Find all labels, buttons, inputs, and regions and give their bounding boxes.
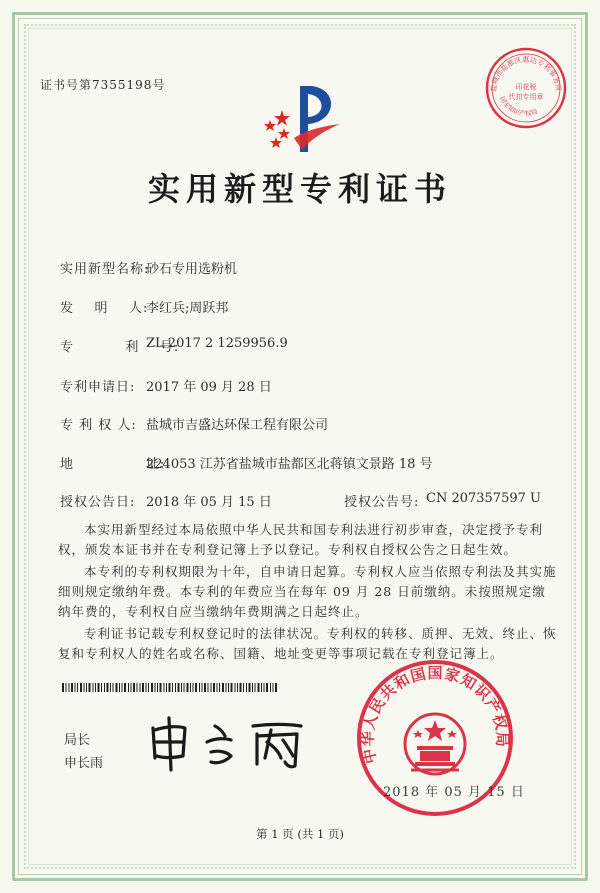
paragraph-2: 本专利的专利权期限为十年，自申请日起算。专利权人应当依照专利法及其实施细则规定缴纳年费。本专利的年费应当在每年 09 月 28 日前缴纳。未按照规定缴纳年费的，专利权自应当缴纳年费期满之日起终止。 <box>58 564 557 619</box>
grant-date: 2018 年 05 月 15 日 <box>146 495 272 510</box>
filing-date-label: 专利申请日: <box>60 380 136 395</box>
tax-stamp-line2: 代扣专用章 <box>508 93 544 101</box>
director-name: 申长雨 <box>64 756 104 771</box>
utility-name: 砂石专用选粉机 <box>146 262 238 277</box>
paragraph-1: 本实用新型经过本局依照中华人民共和国专利法进行初步审查，决定授予专利权，颁发本证书并在专利登记簿上予以登记。专利权自授权公告之日起生效。 <box>58 522 544 557</box>
director-signature <box>145 712 315 774</box>
patent-number: ZL 2017 2 1259956.9 <box>146 336 288 351</box>
barcode <box>62 683 280 692</box>
address: 224053 江苏省盐城市盐都区北蒋镇文景路 18 号 <box>146 457 433 472</box>
inventor-label: 发 明 人: <box>60 301 149 316</box>
filing-date: 2017 年 09 月 28 日 <box>146 380 272 395</box>
grant-number-label: 授权公告号: <box>344 495 420 510</box>
inventor: 李红兵;周跃邦 <box>146 301 229 316</box>
grant-date-label: 授权公告日: <box>60 495 136 510</box>
page-number: 第 1 页 (共 1 页) <box>256 827 344 841</box>
patentee-label: 专 利 权 人: <box>60 418 137 433</box>
seal-date: 2018 年 05 月 15 日 <box>383 785 525 800</box>
tax-stamp-outer-text: 盐城市盐都区惠达专利事务所 <box>488 54 564 93</box>
tax-stamp-line1: 印花税 <box>515 83 537 91</box>
director-title: 局长 <box>64 733 91 748</box>
tax-stamp <box>484 46 568 130</box>
grant-number: CN 207357597 U <box>426 491 541 506</box>
patentee: 盐城市吉盛达环保工程有限公司 <box>146 418 329 433</box>
tax-stamp-bottom-text: 国家知识产权局 <box>498 95 539 118</box>
official-seal-text: 中华人民共和国国家知识产权局 <box>358 664 512 766</box>
patent-office-logo-icon <box>254 80 344 160</box>
patent-number-label: 专 利 号: <box>60 340 180 355</box>
paragraph-3: 专利证书记载专利权登记时的法律状况。专利权的转移、质押、无效、终止、恢复和专利权人的姓名或名称、国籍、地址变更等事项记载在专利登记簿上。 <box>58 626 557 661</box>
national-emblem-icon <box>405 714 465 774</box>
address-label: 地 址: <box>60 457 166 472</box>
certificate-title: 实用新型专利证书 <box>147 170 452 208</box>
certificate-number: 证书号第7355198号 <box>40 78 166 92</box>
utility-name-label: 实用新型名称: <box>60 262 150 277</box>
